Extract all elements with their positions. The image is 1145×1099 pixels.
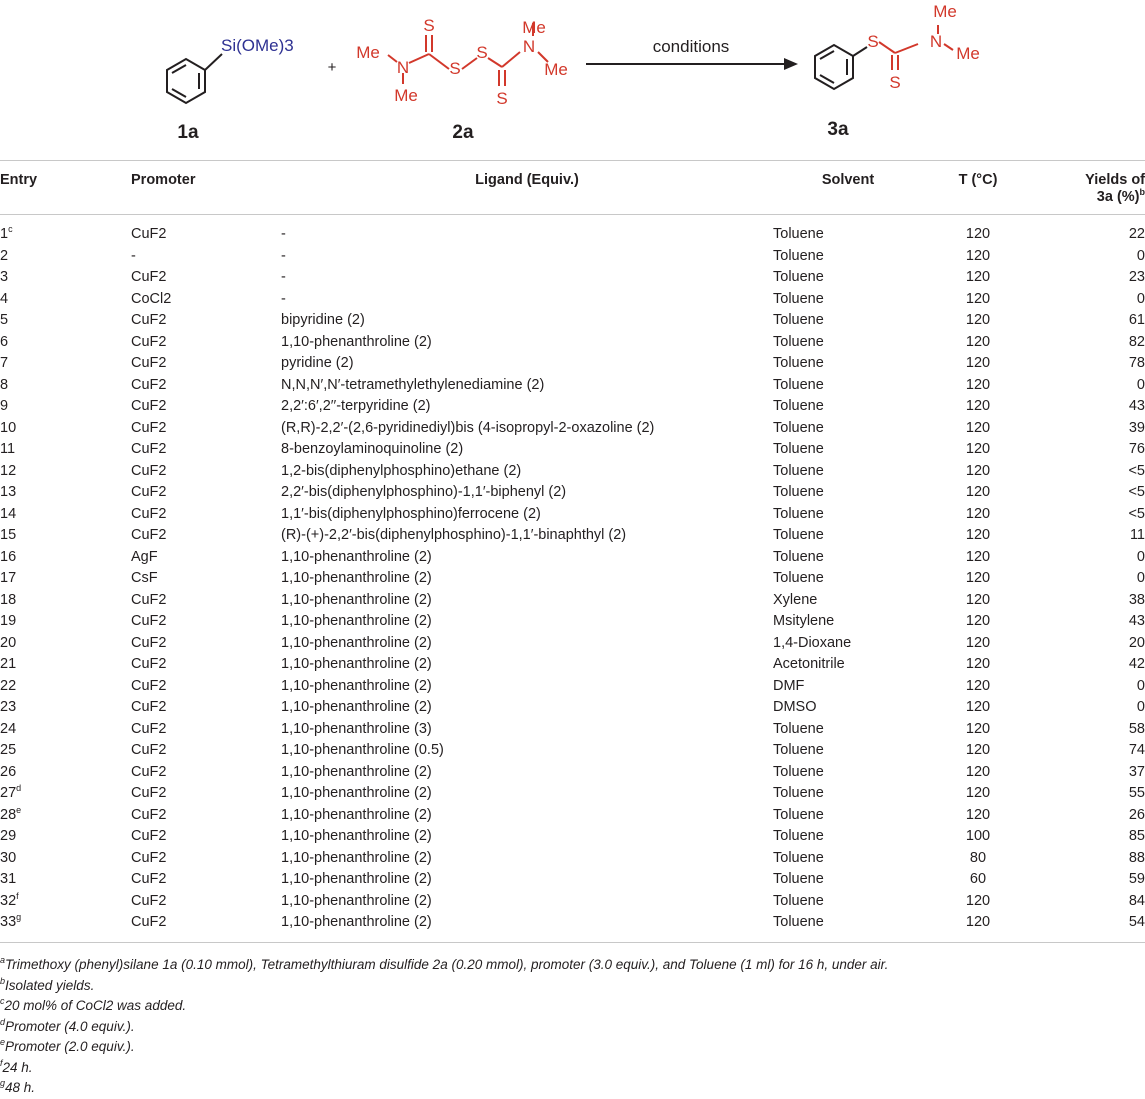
footnote: $^e$Promoter (2.0 equiv.). bbox=[0, 1037, 135, 1054]
cell-temperature: 120 bbox=[965, 376, 991, 393]
cell-yield: 0 bbox=[1136, 570, 1145, 586]
cell-solvent: Toluene bbox=[773, 226, 824, 242]
cell-entry: 32$^f$ bbox=[0, 890, 19, 909]
table-row bbox=[0, 719, 1145, 741]
reactant-2a-atoms bbox=[356, 16, 568, 108]
cell-yield: 55 bbox=[1128, 785, 1145, 801]
cell-solvent: Toluene bbox=[773, 806, 824, 823]
table-row bbox=[0, 246, 1145, 268]
footnote: $^b$Isolated yields. bbox=[0, 975, 95, 993]
cell-solvent: Msitylene bbox=[773, 613, 835, 629]
cell-promoter: CuF2 bbox=[131, 591, 167, 608]
cell-promoter: CuF2 bbox=[131, 785, 167, 801]
cell-ligand: 1,10-phenanthroline (2) bbox=[281, 570, 432, 586]
cell-solvent: Toluene bbox=[773, 398, 824, 414]
cell-promoter: CoCl2 bbox=[131, 290, 172, 307]
cell-yield: 74 bbox=[1128, 742, 1145, 758]
table-row bbox=[0, 805, 1145, 827]
cell-solvent: Toluene bbox=[773, 247, 824, 264]
table-row bbox=[0, 826, 1145, 848]
cell-temperature: 120 bbox=[965, 226, 991, 242]
table-row bbox=[0, 633, 1145, 655]
svg-text:S: S bbox=[476, 43, 488, 62]
cell-promoter: CuF2 bbox=[131, 376, 167, 393]
cell-entry: 6 bbox=[0, 333, 9, 350]
table-body bbox=[0, 215, 1145, 943]
cell-yield: 88 bbox=[1128, 849, 1145, 866]
svg-text:S: S bbox=[496, 89, 508, 108]
cell-solvent: Toluene bbox=[773, 892, 824, 909]
cell-solvent: Toluene bbox=[773, 505, 824, 522]
cell-temperature: 120 bbox=[965, 677, 991, 694]
reactant-1a-substituent: Si(OMe)3 bbox=[221, 36, 294, 55]
cell-ligand: (R,R)-2,2′-(2,6-pyridinediyl)bis (4-isopropyl-2-oxazoline (2) bbox=[281, 419, 655, 436]
table-row bbox=[0, 267, 1145, 289]
cell-promoter: CuF2 bbox=[131, 484, 167, 500]
cell-entry: 21 bbox=[0, 656, 17, 672]
cell-entry: 33$^g$ bbox=[0, 912, 22, 930]
cell-promoter: CuF2 bbox=[131, 398, 167, 414]
cell-temperature: 120 bbox=[965, 634, 991, 651]
cell-yield: 43 bbox=[1128, 398, 1145, 414]
table-row bbox=[0, 547, 1145, 569]
cell-temperature: 120 bbox=[965, 269, 991, 285]
cell-promoter: CuF2 bbox=[131, 763, 167, 780]
svg-text:Me: Me bbox=[956, 44, 980, 63]
cell-solvent: DMSO bbox=[773, 699, 817, 715]
cell-entry: 30 bbox=[0, 849, 17, 866]
cell-yield: 0 bbox=[1136, 290, 1145, 307]
table-row bbox=[0, 461, 1145, 483]
header-ligand: Ligand (Equiv.) bbox=[475, 172, 579, 188]
cell-solvent: Toluene bbox=[773, 570, 824, 586]
cell-temperature: 120 bbox=[965, 785, 991, 801]
cell-promoter: CuF2 bbox=[131, 613, 167, 629]
cell-temperature: 120 bbox=[965, 355, 991, 371]
cell-ligand: 1,1′-bis(diphenylphosphino)ferrocene (2) bbox=[281, 505, 541, 522]
cell-yield: 43 bbox=[1128, 613, 1145, 629]
cell-temperature: 60 bbox=[969, 871, 987, 887]
cell-temperature: 120 bbox=[965, 505, 991, 522]
table-row bbox=[0, 611, 1145, 633]
product-3a-structure bbox=[815, 45, 867, 89]
cell-entry: 17 bbox=[0, 570, 17, 586]
cell-solvent: Toluene bbox=[773, 914, 824, 930]
cell-entry: 27$^d$ bbox=[0, 783, 22, 801]
cell-ligand: 1,10-phenanthroline (2) bbox=[281, 914, 432, 930]
cell-ligand: 1,10-phenanthroline (2) bbox=[281, 849, 432, 866]
cell-solvent: Toluene bbox=[773, 290, 824, 307]
cell-ligand: 1,10-phenanthroline (2) bbox=[281, 806, 432, 823]
cell-ligand: 1,10-phenanthroline (2) bbox=[281, 613, 432, 629]
cell-ligand: 1,10-phenanthroline (2) bbox=[281, 785, 432, 801]
cell-solvent: Toluene bbox=[773, 871, 824, 887]
cell-yield: 22 bbox=[1128, 226, 1145, 242]
cell-temperature: 120 bbox=[965, 441, 991, 457]
table-row bbox=[0, 332, 1145, 354]
cell-yield: 54 bbox=[1128, 914, 1145, 930]
cell-yield: 84 bbox=[1128, 892, 1145, 909]
cell-temperature: 100 bbox=[965, 828, 991, 844]
table-row bbox=[0, 697, 1145, 719]
footnotes bbox=[0, 955, 1145, 1099]
svg-text:Me: Me bbox=[544, 60, 568, 79]
cell-ligand: 1,10-phenanthroline (0.5) bbox=[281, 742, 444, 758]
cell-promoter: CuF2 bbox=[131, 505, 167, 522]
cell-temperature: 120 bbox=[965, 914, 991, 930]
footnote: $^f$24 h. bbox=[0, 1057, 33, 1075]
cell-solvent: DMF bbox=[773, 677, 805, 694]
cell-promoter: CuF2 bbox=[131, 312, 167, 328]
cell-entry: 20 bbox=[0, 634, 17, 651]
cell-temperature: 120 bbox=[965, 419, 991, 436]
cell-solvent: Toluene bbox=[773, 333, 824, 350]
cell-entry: 15 bbox=[0, 527, 17, 543]
cell-entry: 31 bbox=[0, 871, 17, 887]
cell-ligand: 1,10-phenanthroline (3) bbox=[281, 720, 432, 737]
cell-temperature: 120 bbox=[965, 247, 991, 264]
cell-promoter: - bbox=[131, 247, 136, 264]
cell-yield: <5 bbox=[1128, 484, 1145, 500]
cell-temperature: 120 bbox=[965, 333, 991, 350]
cell-promoter: CuF2 bbox=[131, 677, 167, 694]
cell-ligand: 1,10-phenanthroline (2) bbox=[281, 892, 432, 909]
cell-promoter: CuF2 bbox=[131, 419, 167, 436]
cell-ligand: - bbox=[281, 247, 286, 264]
cell-ligand: 2,2′:6′,2′′-terpyridine (2) bbox=[281, 398, 431, 414]
table-row bbox=[0, 891, 1145, 913]
table-row bbox=[0, 439, 1145, 461]
table-row bbox=[0, 568, 1145, 590]
cell-yield: 0 bbox=[1136, 247, 1145, 264]
cell-solvent: Toluene bbox=[773, 419, 824, 436]
cell-ligand: N,N,N′,N′-tetramethylethylenediamine (2) bbox=[281, 376, 545, 393]
cell-ligand: 2,2′-bis(diphenylphosphino)-1,1′-biphenyl (2) bbox=[281, 484, 567, 500]
cell-promoter: CuF2 bbox=[131, 656, 167, 672]
cell-yield: 11 bbox=[1129, 527, 1145, 543]
table-row bbox=[0, 869, 1145, 891]
header-solvent: Solvent bbox=[821, 172, 875, 188]
cell-temperature: 120 bbox=[965, 548, 991, 565]
table-row bbox=[0, 375, 1145, 397]
cell-entry: 29 bbox=[0, 828, 17, 844]
cell-temperature: 120 bbox=[965, 699, 991, 715]
reactant-2a-label: 2a bbox=[452, 122, 474, 143]
cell-temperature: 120 bbox=[965, 527, 991, 543]
cell-promoter: CuF2 bbox=[131, 742, 167, 758]
table-header-row bbox=[0, 161, 1145, 215]
cell-yield: 0 bbox=[1136, 699, 1145, 715]
cell-entry: 9 bbox=[0, 398, 9, 414]
cell-temperature: 120 bbox=[965, 720, 991, 737]
cell-ligand: 1,10-phenanthroline (2) bbox=[281, 677, 432, 694]
cell-yield: 0 bbox=[1136, 376, 1145, 393]
cell-ligand: 1,10-phenanthroline (2) bbox=[281, 591, 432, 608]
cell-promoter: CuF2 bbox=[131, 699, 167, 715]
cell-ligand: 1,2-bis(diphenylphosphino)ethane (2) bbox=[281, 462, 522, 479]
cell-promoter: CuF2 bbox=[131, 355, 167, 371]
product-3a-atoms bbox=[867, 2, 979, 92]
cell-promoter: CuF2 bbox=[131, 269, 167, 285]
cell-ligand: 8-benzoylaminoquinoline (2) bbox=[281, 441, 464, 457]
cell-yield: 61 bbox=[1128, 312, 1145, 328]
cell-yield: 76 bbox=[1128, 441, 1145, 457]
reaction-arrow bbox=[586, 58, 798, 70]
cell-solvent: Toluene bbox=[773, 269, 824, 285]
svg-text:N: N bbox=[522, 37, 536, 56]
cell-entry: 7 bbox=[0, 355, 9, 371]
cell-ligand: 1,10-phenanthroline (2) bbox=[281, 656, 432, 672]
cell-entry: 10 bbox=[0, 419, 17, 436]
header-promoter: Promoter bbox=[131, 172, 196, 188]
cell-yield: 26 bbox=[1128, 806, 1145, 823]
cell-ligand: 1,10-phenanthroline (2) bbox=[281, 763, 432, 780]
cell-entry: 28e bbox=[0, 804, 22, 823]
cell-entry: 26 bbox=[0, 763, 17, 780]
cell-yield: 42 bbox=[1128, 656, 1145, 672]
cell-yield: 78 bbox=[1128, 355, 1145, 371]
cell-yield: 82 bbox=[1128, 333, 1145, 350]
table-row bbox=[0, 418, 1145, 440]
cell-promoter: CuF2 bbox=[131, 333, 167, 350]
cell-ligand: 1,10-phenanthroline (2) bbox=[281, 699, 432, 715]
cell-promoter: CuF2 bbox=[131, 634, 167, 651]
reactant-1a-structure bbox=[167, 54, 222, 103]
cell-entry: 5 bbox=[0, 312, 9, 328]
svg-text:Me: Me bbox=[933, 2, 957, 21]
cell-ligand: - bbox=[281, 226, 286, 242]
cell-ligand: - bbox=[281, 269, 286, 285]
cell-ligand: 1,10-phenanthroline (2) bbox=[281, 871, 432, 887]
cell-ligand: pyridine (2) bbox=[281, 355, 354, 371]
cell-solvent: Toluene bbox=[773, 720, 824, 737]
plus-sign: + bbox=[327, 59, 337, 76]
header-entry: Entry bbox=[0, 172, 38, 188]
cell-solvent: Toluene bbox=[773, 312, 824, 328]
cell-promoter: CuF2 bbox=[131, 849, 167, 866]
cell-promoter: CuF2 bbox=[131, 828, 167, 844]
footnote: $^a$Trimethoxy (phenyl)silane 1a (0.10 mmol), Tetramethylthiuram disulfide 2a (0.20 mmol), promoter (3.0 equiv.), and Toluene (1 ml) for 16 h, under air. bbox=[0, 955, 889, 972]
arrow-label: conditions bbox=[652, 37, 730, 56]
table-row bbox=[0, 289, 1145, 311]
reactant-1a-label: 1a bbox=[177, 122, 199, 143]
cell-yield: 85 bbox=[1128, 828, 1145, 844]
header-temperature: T (°C) bbox=[958, 172, 998, 188]
cell-temperature: 120 bbox=[965, 806, 991, 823]
cell-entry: 13 bbox=[0, 484, 17, 500]
cell-solvent: Toluene bbox=[773, 441, 824, 457]
cell-yield: 23 bbox=[1128, 269, 1145, 285]
cell-yield: 20 bbox=[1128, 634, 1145, 651]
table-row bbox=[0, 740, 1145, 762]
cell-solvent: 1,4-Dioxane bbox=[773, 634, 852, 651]
footnote: $^g$48 h. bbox=[0, 1078, 36, 1095]
cell-temperature: 120 bbox=[965, 892, 991, 909]
cell-solvent: Toluene bbox=[773, 462, 824, 479]
cell-temperature: 120 bbox=[965, 462, 991, 479]
cell-entry: 12 bbox=[0, 462, 17, 479]
cell-promoter: CuF2 bbox=[131, 720, 167, 737]
cell-temperature: 120 bbox=[965, 763, 991, 780]
cell-solvent: Acetonitrile bbox=[773, 656, 845, 672]
table-row bbox=[0, 783, 1145, 805]
cell-ligand: 1,10-phenanthroline (2) bbox=[281, 548, 432, 565]
table-row bbox=[0, 848, 1145, 870]
cell-entry: 14 bbox=[0, 505, 17, 522]
svg-text:Me: Me bbox=[394, 86, 418, 105]
cell-entry: 3 bbox=[0, 269, 9, 285]
cell-ligand: - bbox=[281, 290, 286, 307]
table-row bbox=[0, 310, 1145, 332]
cell-promoter: CuF2 bbox=[131, 527, 167, 543]
cell-ligand: 1,10-phenanthroline (2) bbox=[281, 333, 432, 350]
cell-yield: 37 bbox=[1128, 763, 1145, 780]
svg-text:S: S bbox=[889, 73, 901, 92]
cell-promoter: CsF bbox=[131, 570, 158, 586]
cell-entry: 18 bbox=[0, 591, 17, 608]
svg-text:Me: Me bbox=[356, 43, 380, 62]
cell-entry: 11 bbox=[0, 441, 16, 457]
svg-text:N: N bbox=[929, 32, 943, 51]
cell-yield: 0 bbox=[1136, 677, 1145, 694]
table-row bbox=[0, 654, 1145, 676]
table-row bbox=[0, 525, 1145, 547]
cell-entry: 19 bbox=[0, 613, 17, 629]
results-table bbox=[0, 160, 1145, 943]
cell-solvent: Toluene bbox=[773, 376, 824, 393]
cell-ligand: bipyridine (2) bbox=[281, 312, 365, 328]
table-row bbox=[0, 676, 1145, 698]
cell-temperature: 120 bbox=[965, 484, 991, 500]
cell-entry: 8 bbox=[0, 376, 9, 393]
cell-promoter: CuF2 bbox=[131, 806, 167, 823]
svg-text:Me: Me bbox=[522, 18, 546, 37]
cell-temperature: 120 bbox=[965, 312, 991, 328]
header-yield: Yields of 3a (%)$^b$ bbox=[1085, 172, 1145, 205]
cell-solvent: Toluene bbox=[773, 484, 824, 500]
table-row bbox=[0, 762, 1145, 784]
table-row bbox=[0, 396, 1145, 418]
cell-promoter: CuF2 bbox=[131, 914, 167, 930]
cell-solvent: Toluene bbox=[773, 527, 824, 543]
footnote: $^d$Promoter (4.0 equiv.). bbox=[0, 1016, 135, 1034]
cell-ligand: 1,10-phenanthroline (2) bbox=[281, 634, 432, 651]
cell-promoter: CuF2 bbox=[131, 462, 167, 479]
cell-solvent: Toluene bbox=[773, 763, 824, 780]
cell-solvent: Toluene bbox=[773, 548, 824, 565]
cell-solvent: Toluene bbox=[773, 785, 824, 801]
cell-solvent: Toluene bbox=[773, 828, 824, 844]
cell-promoter: CuF2 bbox=[131, 226, 167, 242]
cell-promoter: CuF2 bbox=[131, 871, 167, 887]
table-row bbox=[0, 590, 1145, 612]
cell-entry: 24 bbox=[0, 720, 17, 737]
cell-temperature: 120 bbox=[965, 656, 991, 672]
table-row bbox=[0, 504, 1145, 526]
cell-temperature: 120 bbox=[965, 290, 991, 307]
cell-yield: <5 bbox=[1128, 462, 1145, 479]
table-row bbox=[0, 912, 1145, 942]
cell-ligand: 1,10-phenanthroline (2) bbox=[281, 828, 432, 844]
cell-temperature: 120 bbox=[965, 591, 991, 608]
cell-solvent: Toluene bbox=[773, 849, 824, 866]
cell-temperature: 120 bbox=[965, 742, 991, 758]
cell-yield: 38 bbox=[1128, 591, 1145, 608]
table-row bbox=[0, 353, 1145, 375]
cell-yield: 0 bbox=[1136, 548, 1145, 565]
cell-solvent: Xylene bbox=[773, 591, 818, 608]
table-row bbox=[0, 482, 1145, 504]
cell-temperature: 120 bbox=[965, 613, 991, 629]
cell-entry: 25 bbox=[0, 742, 17, 758]
results-table-wrapper bbox=[0, 160, 1145, 943]
cell-temperature: 120 bbox=[965, 570, 991, 586]
cell-solvent: Toluene bbox=[773, 742, 824, 758]
svg-text:N: N bbox=[396, 58, 410, 77]
svg-text:S: S bbox=[423, 16, 435, 35]
product-3a-label: 3a bbox=[827, 119, 849, 140]
cell-temperature: 120 bbox=[965, 398, 991, 414]
cell-entry: 16 bbox=[0, 548, 17, 565]
cell-temperature: 80 bbox=[969, 849, 987, 866]
cell-yield: <5 bbox=[1128, 505, 1145, 522]
cell-solvent: Toluene bbox=[773, 355, 824, 371]
table-row bbox=[0, 215, 1145, 246]
cell-yield: 39 bbox=[1128, 419, 1145, 436]
footnote: $^c$20 mol% of CoCl2 was added. bbox=[0, 996, 187, 1013]
cell-entry: 23 bbox=[0, 699, 17, 715]
cell-promoter: CuF2 bbox=[131, 892, 167, 909]
svg-text:S: S bbox=[867, 32, 879, 51]
cell-ligand: (R)-(+)-2,2′-bis(diphenylphosphino)-1,1′-binaphthyl (2) bbox=[281, 527, 627, 543]
reaction-scheme bbox=[0, 0, 1145, 160]
cell-yield: 59 bbox=[1128, 871, 1145, 887]
cell-promoter: CuF2 bbox=[131, 441, 167, 457]
cell-entry: 1$^c$ bbox=[0, 224, 13, 242]
cell-promoter: AgF bbox=[131, 548, 158, 565]
cell-yield: 58 bbox=[1128, 720, 1145, 737]
cell-entry: 22 bbox=[0, 677, 17, 694]
cell-entry: 2 bbox=[0, 247, 9, 264]
cell-entry: 4 bbox=[0, 290, 9, 307]
svg-text:S: S bbox=[449, 59, 461, 78]
